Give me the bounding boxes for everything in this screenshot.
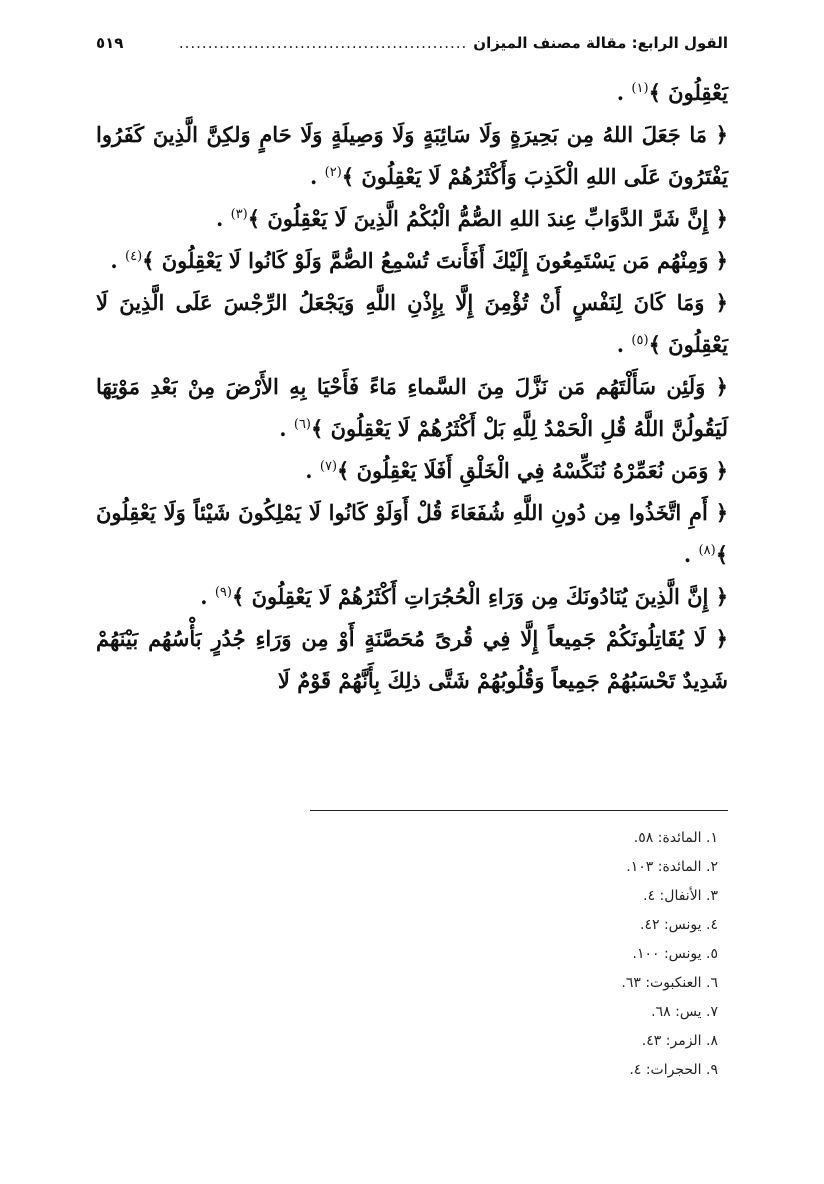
verse-end: .	[616, 332, 632, 357]
footnote-item: ٤. يونس: ٤٢.	[640, 917, 718, 933]
footnote-ref: (٦)	[293, 417, 311, 432]
page-number: ٥١٩	[96, 34, 124, 52]
verse-text: ﴿ مَا جَعَلَ اللهُ مِن بَحِيرَةٍ وَلَا سَائِبَةٍ وَلَا وَصِيلَةٍ وَلَا حَامٍ وَلكِنَّ الَّذِينَ كَفَرُوا يَفْتَرُونَ عَلَى اللهِ الْكَذِبَ وَأَكْثَرُهُمْ لَا يَعْقِلُونَ ﴾	[96, 122, 728, 189]
verse-text: ﴿ وَمَن نُعَمِّرْهُ نُنَكِّسْهُ فِي الْخَلْقِ أَفَلَا يَعْقِلُونَ ﴾	[337, 458, 728, 483]
footnote-item: ٣. الأنفال: ٤.	[643, 888, 718, 904]
footnote-ref: (٥)	[631, 333, 649, 348]
verse-text: ﴿ وَمِنْهُم مَن يَسْتَمِعُونَ إِلَيْكَ أَفَأَنتَ تُسْمِعُ الصُّمَّ وَلَوْ كَانُوا لَا يَعْقِلُونَ ﴾	[142, 248, 728, 273]
verse-text: ﴿ لَا يُقَاتِلُونَكُمْ جَمِيعاً إِلَّا فِي قُرىً مُحَصَّنَةٍ أَوْ مِن وَرَاءِ جُدُرٍ بَأْسُهُم بَيْنَهُمْ شَدِيدٌ تَحْسَبُهُمْ جَمِيعاً وَقُلُوبُهُمْ شَتَّى ذلِكَ بِأَنَّهُمْ قَوْمٌ لَا	[96, 626, 728, 693]
footnote-item: ١. المائدة: ٥٨.	[633, 830, 718, 846]
verse-text: ﴿ إِنَّ شَرَّ الدَّوَابِّ عِندَ اللهِ الصُّمُّ الْبُكْمُ الَّذِينَ لَا يَعْقِلُونَ ﴾	[247, 206, 728, 231]
verse-text: ﴿ وَلَئِن سَأَلْتَهُم مَن نَزَّلَ مِنَ السَّماءِ مَاءً فَأَحْيَا بِهِ الأَرْضَ مِنْ بَعْدِ مَوْتِهَا لَيَقُولُنَّ اللَّهُ قُلِ الْحَمْدُ لِلَّهِ بَلْ أَكْثَرُهُمْ لَا يَعْقِلُونَ ﴾	[96, 374, 728, 441]
verse-text: ﴿ أَمِ اتَّخَذُوا مِن دُونِ اللَّهِ شُفَعَاءَ قُلْ أَوَلَوْ كَانُوا لَا يَمْلِكُونَ شَيْئاً وَلَا يَعْقِلُونَ ﴾	[96, 500, 728, 567]
footnote-ref: (٨)	[698, 543, 716, 558]
footnote-ref: (٩)	[214, 585, 232, 600]
footnote-ref: (١)	[631, 81, 649, 96]
verse-end: .	[616, 80, 632, 105]
verse-paragraph	[96, 114, 728, 198]
footnote-item: ٢. المائدة: ١٠٣.	[626, 859, 718, 875]
header-leader-dots: ..................................................	[178, 34, 468, 52]
verse-paragraph	[96, 72, 728, 114]
footnote-item: ٦. العنكبوت: ٦٣.	[621, 975, 718, 991]
verse-end: .	[310, 164, 325, 189]
footnote-item: ٩. الحجرات: ٤.	[629, 1062, 718, 1078]
running-header	[96, 34, 728, 60]
verse-end: .	[215, 206, 231, 231]
verse-end: .	[305, 458, 320, 483]
verse-paragraph	[96, 492, 728, 576]
header-title: القول الرابع: مقالة مصنف الميزان	[473, 34, 728, 52]
footnote-separator	[310, 810, 728, 811]
footnote-ref: (٤)	[125, 249, 143, 264]
footnotes-list	[96, 824, 728, 1085]
footnote-item: ٥. يونس: ١٠٠.	[632, 946, 718, 962]
verse-paragraph	[96, 366, 728, 450]
footnote-item: ٧. يس: ٦٨.	[651, 1004, 718, 1020]
verse-paragraph	[96, 450, 728, 492]
verse-paragraph	[96, 282, 728, 366]
verse-paragraph	[96, 576, 728, 618]
verse-text: ﴿ وَمَا كَانَ لِنَفْسٍ أَنْ تُؤْمِنَ إِلَّا بِإِذْنِ اللَّهِ وَيَجْعَلُ الرِّجْسَ عَلَى الَّذِينَ لَا يَعْقِلُونَ ﴾	[96, 290, 728, 357]
verse-text: ﴿ إِنَّ الَّذِينَ يُنَادُونَكَ مِن وَرَاءِ الْحُجُرَاتِ أَكْثَرُهُمْ لَا يَعْقِلُونَ ﴾	[231, 584, 728, 609]
verse-end: .	[110, 248, 125, 273]
verse-end: .	[200, 584, 215, 609]
verse-end: .	[279, 416, 294, 441]
verse-end: .	[683, 542, 699, 567]
verse-paragraph	[96, 198, 728, 240]
verse-paragraph	[96, 240, 728, 282]
footnote-item: ٨. الزمر: ٤٣.	[641, 1033, 718, 1049]
footnote-ref: (٢)	[324, 165, 342, 180]
verse-text: يَعْقِلُونَ ﴾	[648, 80, 728, 105]
main-text-block	[96, 72, 728, 702]
verse-paragraph	[96, 618, 728, 702]
footnote-ref: (٣)	[230, 207, 248, 222]
footnote-ref: (٧)	[319, 459, 338, 474]
